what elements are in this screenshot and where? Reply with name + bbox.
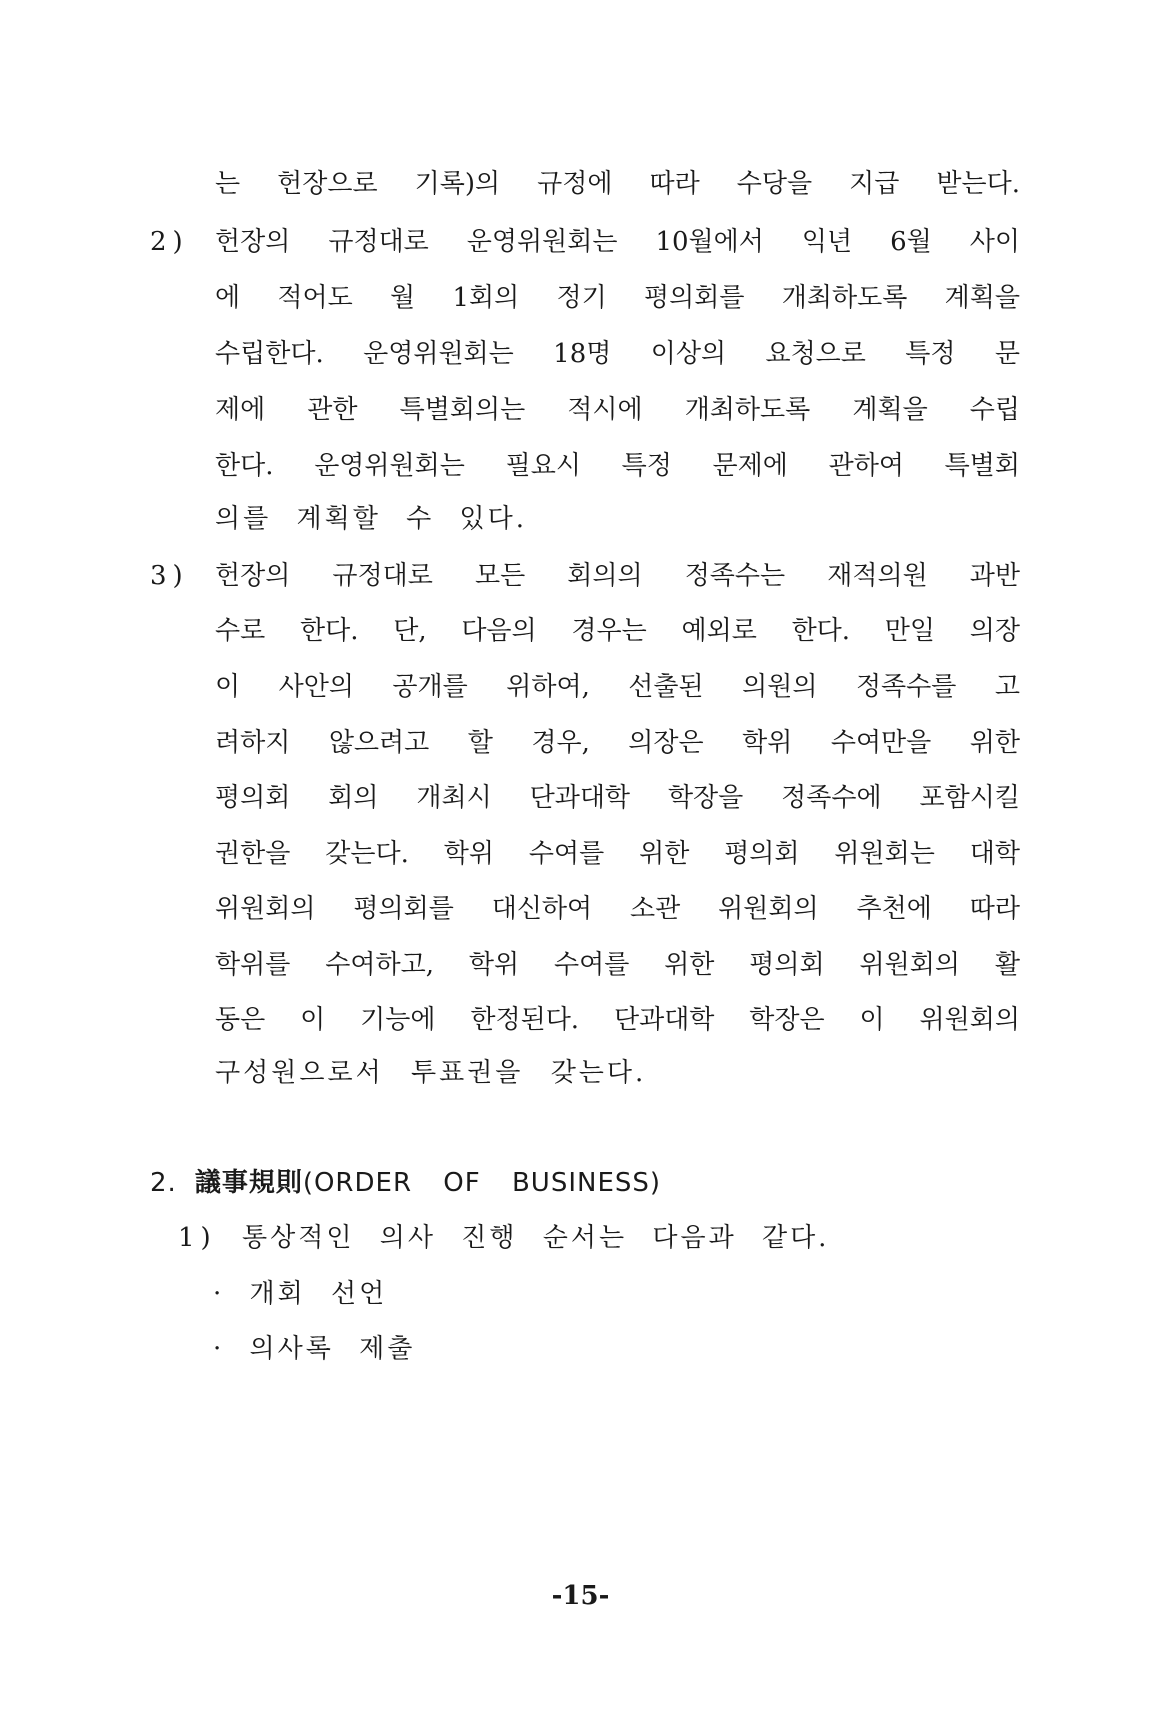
item-3-line-6: 권한을 갖는다. 학위 수여를 위한 평의회 위원회는 대학 — [215, 839, 1020, 869]
item-3-line-10: 구성원으로서 투표권을 갖는다. — [215, 1058, 647, 1088]
item-3-line-5: 평의회 회의 개최시 단과대학 학장을 정족수에 포함시킬 — [215, 783, 1020, 813]
item-2-line-1: 헌장의 규정대로 운영위원회는 10월에서 익년 6월 사이 — [215, 227, 1020, 257]
item-2-marker: 2) — [150, 227, 189, 257]
section-2-number: 2. — [150, 1168, 177, 1198]
item-2-line-4: 제에 관한 특별회의는 적시에 개최하도록 계획을 수립 — [215, 395, 1020, 425]
section-2-title-english: (ORDER OF BUSINESS) — [302, 1168, 662, 1198]
section-2-item-1-text: 통상적인 의사 진행 순서는 다음과 같다. — [242, 1223, 830, 1253]
section-2-heading — [150, 1167, 661, 1199]
bullet-item-minutes: · 의사록 제출 — [213, 1334, 416, 1364]
item-2-line-3: 수립한다. 운영위원회는 18명 이상의 요청으로 특정 문 — [215, 339, 1020, 369]
item-2-line-5: 한다. 운영위원회는 필요시 특정 문제에 관하여 특별회 — [215, 451, 1020, 481]
item-3-line-4: 려하지 않으려고 할 경우, 의장은 학위 수여만을 위한 — [215, 728, 1020, 758]
item-3-line-8: 학위를 수여하고, 학위 수여를 위한 평의회 위원회의 활 — [215, 950, 1020, 980]
item-3-line-9: 동은 이 기능에 한정된다. 단과대학 학장은 이 위원회의 — [215, 1005, 1020, 1035]
item-3-line-3: 이 사안의 공개를 위하여, 선출된 의원의 정족수를 고 — [215, 672, 1020, 702]
item-3-line-2: 수로 한다. 단, 다음의 경우는 예외로 한다. 만일 의장 — [215, 616, 1020, 646]
section-2-item-1-marker: 1) — [178, 1223, 217, 1253]
item-3-line-7: 위원회의 평의회를 대신하여 소관 위원회의 추천에 따라 — [215, 894, 1020, 924]
section-2-title-hanja: 議事規則 — [194, 1168, 303, 1198]
item-2-line-2: 에 적어도 월 1회의 정기 평의회를 개최하도록 계획을 — [215, 283, 1020, 313]
item-3-marker: 3) — [150, 561, 189, 591]
page-number: -15- — [551, 1581, 610, 1611]
item-3-line-1: 헌장의 규정대로 모든 회의의 정족수는 재적의원 과반 — [215, 561, 1020, 591]
item-2-line-6: 의를 계획할 수 있다. — [215, 504, 527, 534]
bullet-item-opening: · 개회 선언 — [213, 1279, 388, 1309]
continuation-line: 는 헌장으로 기록)의 규정에 따라 수당을 지급 받는다. — [215, 169, 1020, 199]
